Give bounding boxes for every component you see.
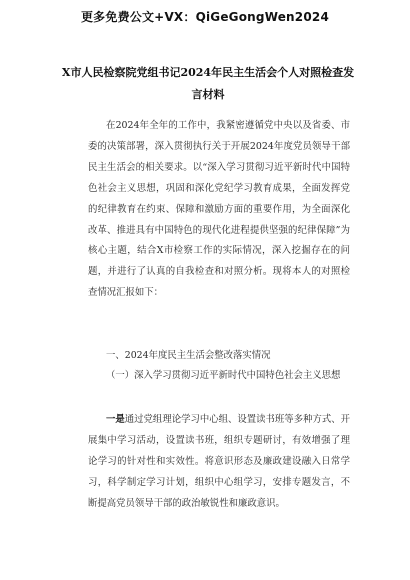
section-heading: 一、2024年度民主生活会整改落实情况 — [106, 350, 271, 361]
intro-paragraph: 在2024年全年的工作中，我紧密遵循党中央以及省委、市委的决策部署，深入贯彻执行关于开展2024年度党员领导干部民主生活会的相关要求。以“深入学习贯彻习近平新时代中国特色社会主义思想，巩固和深化党纪学习教育成果，全面发挥党的纪律教育在约束、保障和激励方面的重要作用，为全面深化改革、推进具有中国特色的现代化进程提供坚强的纪律保障”为核心主题，结合X市检察工作的实际情况，深入挖掘存在的问题，并进行了认真的自我检查和对照分析。现将本人的对照检查情况汇报如下： — [88, 120, 350, 299]
watermark-text: 更多免费公文+VX：QiGeGongWen2024 — [80, 10, 329, 24]
paragraph-lead: 一是 — [106, 414, 125, 425]
body-paragraph — [88, 410, 350, 515]
subsection-heading: （一）深入学习贯彻习近平新时代中国特色社会主义思想 — [106, 370, 341, 381]
document-title: X市人民检察院党组书记2024年民主生活会个人对照检查发言材料 — [61, 66, 355, 101]
paragraph-text: 通过党组理论学习中心组、设置读书班等多种方式、开展集中学习活动，设置读书班，组织专题研讨，有效增强了理论学习的针对性和实效性。将意识形态及廉政建设融入日常学习，科学制定学习计划，组织中心组学习，安排专题发言，不断提高党员领导干部的政治敏锐性和廉政意识。 — [88, 414, 350, 509]
